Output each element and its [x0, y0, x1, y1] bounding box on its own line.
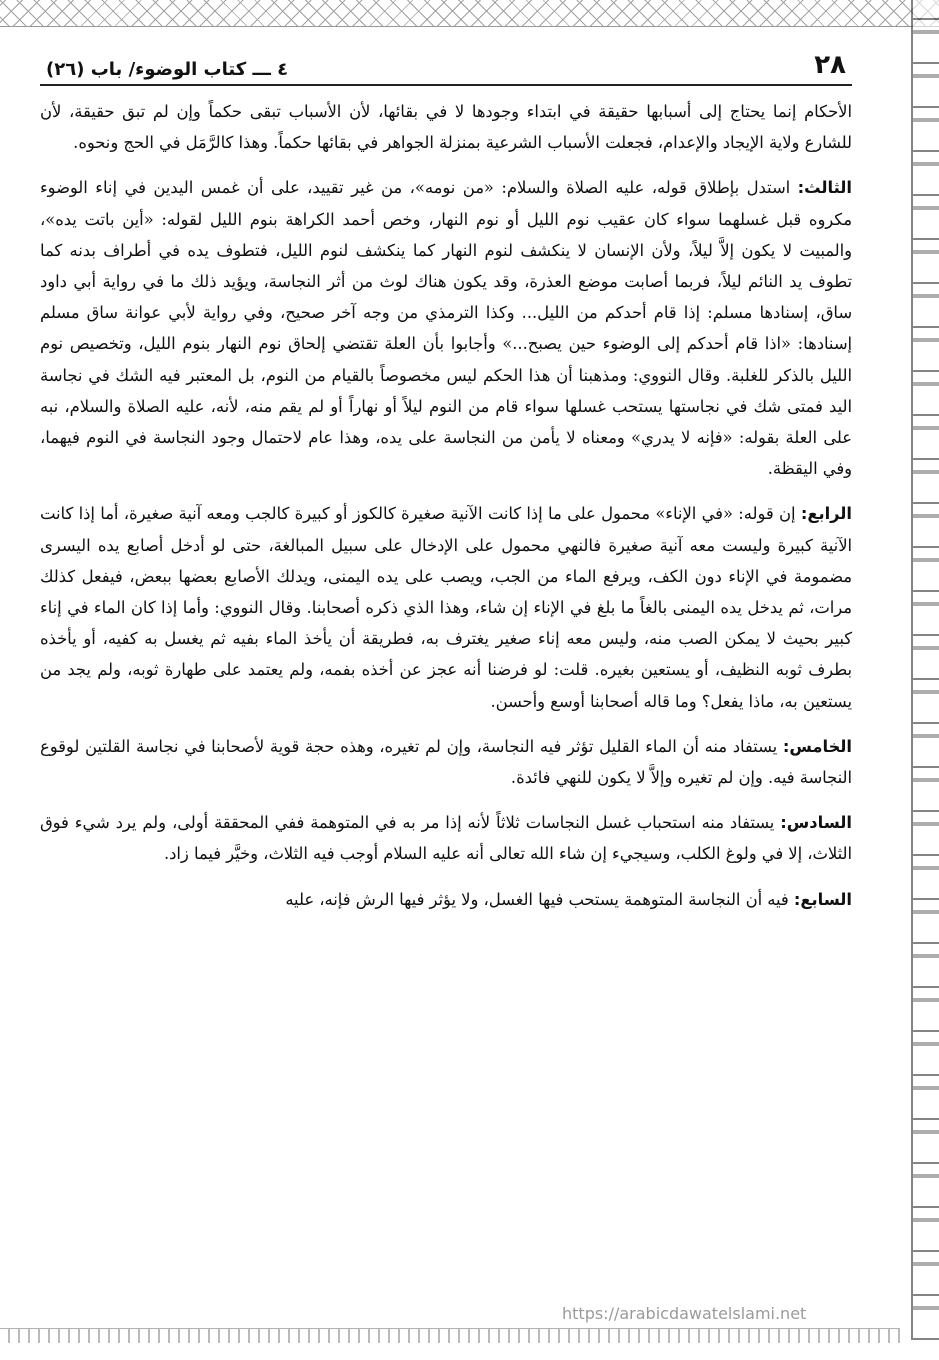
paragraph-text: فيه أن النجاسة المتوهمة يستحب فيها الغسل، ولا يؤثر فيها الرش فإنه، عليه: [285, 889, 794, 909]
paragraph-fourth: [40, 498, 852, 716]
running-head: ٤ ـــ كتاب الوضوء/ باب (٢٦): [46, 59, 289, 80]
paragraph-lead: السابع:: [793, 889, 852, 909]
paragraph-fifth: [40, 731, 852, 793]
page-header: [40, 40, 852, 86]
paragraph-text: إن قوله: «في الإناء» محمول على ما إذا كانت الآنية صغيرة كالكوز أو كبيرة كالجب ومعه آنية صغيرة، أما إذا كانت الآنية كبيرة وليست معه آنية صغيرة فالنهي محمول على الإدخال على سبيل المبالغة، حتى لو أدخل أصابع يده اليسرى مضمومة في الإناء دون الكف، ويرفع الماء من الجب، ويصب على يده اليمنى، ويدلك الأصابع بعضها ببعض، فيفعل كذلك مرات، ثم يدخل يده اليمنى بالغاً ما بلغ في الإناء إن شاء، وهذا الذي ذكره أصحابنا. وقال النووي: وأما إذا كان الماء في إناء كبير بحيث لا يمكن الصب منه، وليس معه إناء صغير يغترف به، فطريقة أن يأخذ الماء بفيه ثم يغسل به كفيه، أو يأخذه بطرف ثوبه النظيف، أو يستعين بغيره. قلت: لو فرضنا أنه عجز عن أخذه بفمه، ولم يعتمد على طهارة ثوبه، ولم يجد من يستعين به، ماذا يفعل؟ وما قاله أصحابنا أوسع وأحسن.: [40, 504, 852, 711]
paragraph-text: يستفاد منه استحباب غسل النجاسات ثلاثاً لأنه إذا مر به في المتوهمة ففي المحققة أولى، ولم يرد شيء فوق الثلاث، إلا في ولوغ الكلب، وسيجيء إن شاء الله تعالى أنه عليه السلام أوجب فيه الثلاث، وخيَّر فيما زاد.: [40, 813, 852, 864]
paragraph-lead: الرابع:: [800, 504, 852, 524]
paragraph-text: استدل بإطلاق قوله، عليه الصلاة والسلام: «من نومه»، من غير تقييد، على أن غمس اليدين في إناء الوضوء مكروه قبل غسلهما سواء كان عقيب نوم الليل أو نوم النهار، وخص أحمد الكراهة بنوم الليل لقوله: «أين باتت يده»، والمبيت لا يكون إلاَّ ليلاً، ولأن الإنسان لا ينكشف لنوم النهار كما ينكشف لنوم الليل، فتطوف يده في أطراف بدنه كما تطوف يد النائم ليلاً، فربما أصابت موضع العذرة، وقد يكون هناك لوث من أثر النجاسة، ويؤيد ذلك ما في رواية أبي داود ساق، إسنادها مسلم: إذا قام أحدكم من الليل... وكذا الترمذي من وجه آخر صحيح، وفي رواية لأبي عوانة ساق مسلم إسنادها: «اذا قام أحدكم إلى الوضوء حين يصبح...» وأجابوا بأن العلة تقتضي إلحاق نوم النهار بنوم الليل، وتخصيص نوم الليل بالذكر للغلبة. وقال النووي: ومذهبنا أن هذا الحكم ليس مخصوصاً بالقيام من النوم، بل المعتبر فيه الشك في نجاسة اليد فمتى شك في نجاستها يستحب غسلها سواء قام من النوم ليلاً أو نهاراً أو لم يقم منه، لأنه، عليه الصلاة والسلام، نبه على العلة بقوله: «فإنه لا يدري» ومعناه لا يأمن من النجاسة على يده، وهذا عام لاحتمال وجود النجاسة في النوم فيهما، وفي اليقظة.: [40, 178, 852, 479]
paragraph-lead: السادس:: [780, 813, 852, 833]
page-number: ٢٨: [814, 50, 846, 80]
paragraph-continuation: [40, 96, 852, 158]
body-text: [40, 96, 852, 915]
side-border-ornament: [911, 0, 939, 1340]
paragraph-third: [40, 172, 852, 484]
book-page: [40, 40, 852, 1320]
top-border-ornament: [0, 0, 939, 27]
paragraph-text: الأحكام إنما يحتاج إلى أسبابها حقيقة في ابتداء وجودها لا في بقائها، لأن الأسباب تبقى حكماً وإن لم تبق حقيقة، لأن للشارع ولاية الإيجاد والإعدام، فجعلت الأسباب الشرعية بمنزلة الجواهر في بقائها حكماً. وهذا كالرَّمَل في الحج ونحوه.: [40, 102, 852, 153]
bottom-border-ornament: [0, 1328, 900, 1343]
paragraph-lead: الخامس:: [782, 736, 852, 756]
watermark-url: https://arabicdawatelslami.net: [562, 1304, 807, 1323]
paragraph-text: يستفاد منه أن الماء القليل تؤثر فيه النجاسة، وإن لم تغيره، وهذه حجة قوية لأصحابنا في نجاسة القلتين لوقوع النجاسة فيه. وإن لم تغيره وإلاَّ لا يكون للنهي فائدة.: [40, 736, 852, 788]
paragraph-sixth: [40, 807, 852, 869]
paragraph-lead: الثالث:: [797, 178, 852, 198]
paragraph-seventh: [40, 884, 852, 915]
